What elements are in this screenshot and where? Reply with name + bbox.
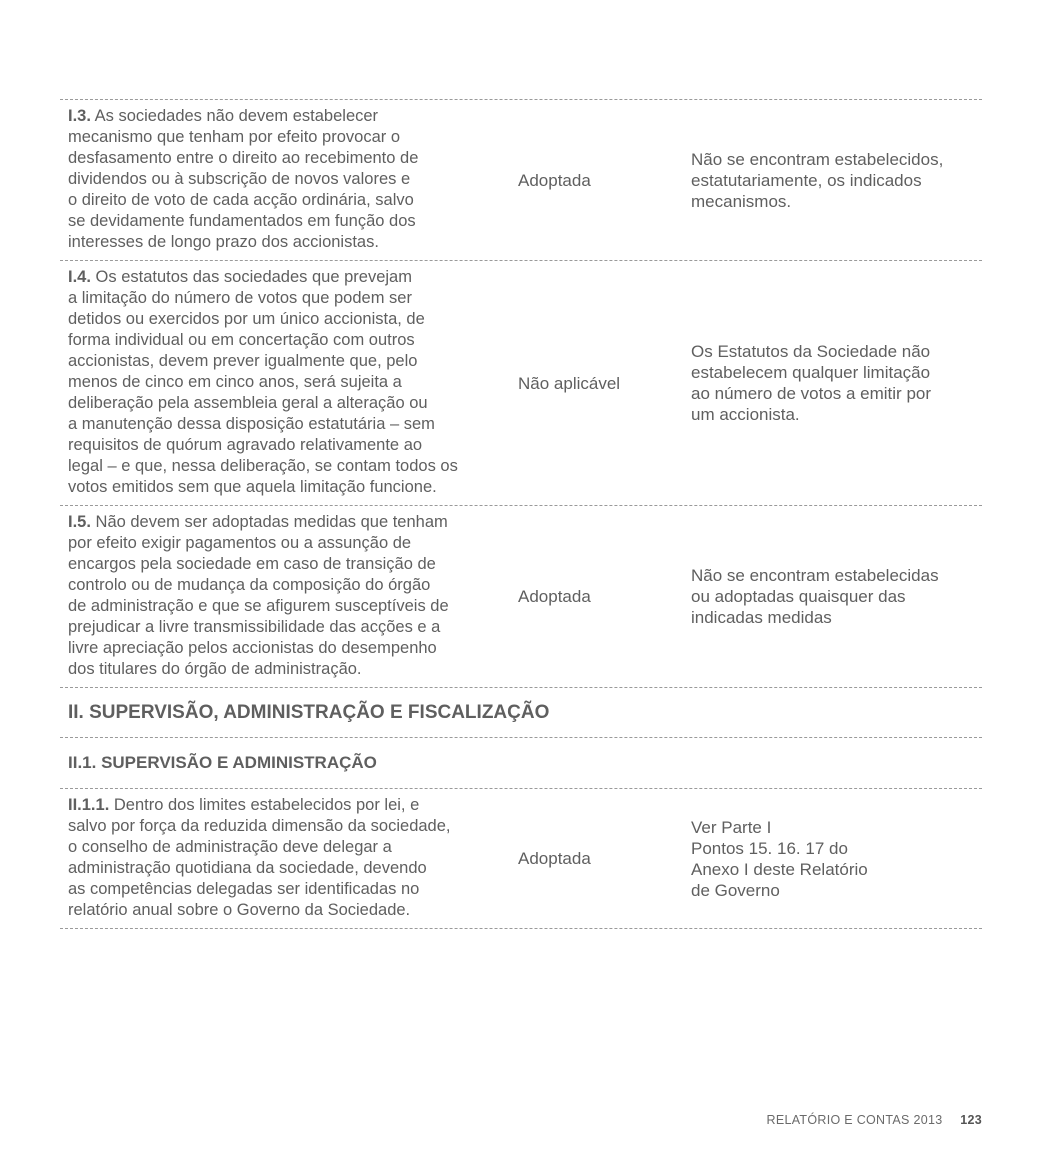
comment <box>691 817 981 901</box>
compliance-status: Adoptada <box>518 587 591 606</box>
compliance-status: Adoptada <box>518 170 591 190</box>
comment <box>691 565 981 628</box>
text-line: a limitação do número de votos que podem ser <box>68 289 412 307</box>
text-line: legal – e que, nessa deliberação, se contam todos os <box>68 457 458 475</box>
comment-line: de Governo <box>691 880 780 900</box>
page-footer <box>767 1113 983 1127</box>
comment-line: indicadas medidas <box>691 608 832 627</box>
comment <box>691 341 981 425</box>
comment-line: Os Estatutos da Sociedade não <box>691 342 931 361</box>
table-row <box>60 260 982 505</box>
text-line: administração quotidiana da sociedade, devendo <box>68 859 427 877</box>
table-row <box>60 99 982 260</box>
text-line: menos de cinco em cinco anos, será sujeita a <box>68 373 402 391</box>
comment-line: estatutariamente, os indicados <box>691 170 922 190</box>
governance-table <box>60 99 982 929</box>
text-line: forma individual ou em concertação com outros <box>68 331 415 349</box>
text-line <box>68 267 508 288</box>
report-year: 2013 <box>913 1113 943 1127</box>
text-line: requisitos de quórum agravado relativamente ao <box>68 436 423 454</box>
recommendation-ref: I.4. <box>68 268 91 286</box>
recommendation-ref: II.1.1. <box>68 796 110 814</box>
table-row <box>60 788 982 929</box>
recommendation-text <box>60 100 508 260</box>
text-line: o conselho de administração deve delegar a <box>68 838 392 856</box>
comment-line: ou adoptadas quaisquer das <box>691 587 906 606</box>
comment-line: um accionista. <box>691 405 800 424</box>
comment-line: Não se encontram estabelecidos, <box>691 149 944 169</box>
text-line <box>68 512 508 533</box>
text-line: desfasamento entre o direito ao recebimento de <box>68 149 419 167</box>
table-row <box>60 505 982 687</box>
comment-line: Pontos 15. 16. 17 do <box>691 838 848 858</box>
recommendation-text <box>60 789 508 928</box>
text-line <box>68 106 508 127</box>
comment-line: Anexo I deste Relatório <box>691 859 868 879</box>
recommendations-group-ii <box>60 788 982 929</box>
text-line: accionistas, devem prever igualmente que, pelo <box>68 352 418 370</box>
compliance-status: Adoptada <box>518 849 591 868</box>
recommendations-group-i <box>60 99 982 687</box>
recommendation-line: Dentro dos limites estabelecidos por lei, e <box>109 796 420 814</box>
text-line: deliberação pela assembleia geral a alteração ou <box>68 394 428 412</box>
text-line: votos emitidos sem que aquela limitação funcione. <box>68 478 437 496</box>
recommendation-text <box>60 261 508 505</box>
comment-line: Não se encontram estabelecidas <box>691 566 939 585</box>
text-line: se devidamente fundamentados em função dos <box>68 212 416 230</box>
comment <box>691 149 981 212</box>
comment-line: estabelecem qualquer limitação <box>691 363 931 382</box>
text-line: controlo ou de mudança da composição do órgão <box>68 576 431 594</box>
text-line: a manutenção dessa disposição estatutária – sem <box>68 415 435 433</box>
recommendation-ref: I.5. <box>68 513 91 531</box>
text-line: o direito de voto de cada acção ordinária, salvo <box>68 191 414 209</box>
text-line: as competências delegadas ser identificadas no <box>68 880 420 898</box>
text-line: relatório anual sobre o Governo da Sociedade. <box>68 901 411 919</box>
text-line: dividendos ou à subscrição de novos valores e <box>68 170 411 188</box>
text-line <box>68 795 508 816</box>
report-title: RELATÓRIO E CONTAS <box>766 1113 910 1127</box>
text-line: por efeito exigir pagamentos ou a assunção de <box>68 534 412 552</box>
recommendation-line: Os estatutos das sociedades que prevejam <box>90 268 412 286</box>
comment-line: mecanismos. <box>691 191 792 211</box>
subsection-heading: II.1. SUPERVISÃO E ADMINISTRAÇÃO <box>60 737 982 788</box>
text-line: encargos pela sociedade em caso de transição de <box>68 555 436 573</box>
text-line: mecanismo que tenham por efeito provocar o <box>68 128 401 146</box>
section-heading: II. SUPERVISÃO, ADMINISTRAÇÃO E FISCALIZAÇÃO <box>60 687 982 737</box>
recommendation-line: Não devem ser adoptadas medidas que tenham <box>90 513 448 531</box>
text-line: salvo por força da reduzida dimensão da sociedade, <box>68 817 451 835</box>
text-line: interesses de longo prazo dos accionistas. <box>68 233 379 251</box>
recommendation-ref: I.3. <box>68 107 91 125</box>
text-line: de administração e que se afigurem susceptíveis de <box>68 597 449 615</box>
compliance-status: Não aplicável <box>518 373 621 393</box>
comment-line: Ver Parte I <box>691 817 772 837</box>
recommendation-line: As sociedades não devem estabelecer <box>90 107 379 125</box>
comment-line: ao número de votos a emitir por <box>691 384 932 403</box>
text-line: detidos ou exercidos por um único accionista, de <box>68 310 425 328</box>
text-line: livre apreciação pelos accionistas do desempenho <box>68 639 437 657</box>
text-line: prejudicar a livre transmissibilidade das acções e a <box>68 618 441 636</box>
recommendation-text <box>60 506 508 687</box>
text-line: dos titulares do órgão de administração. <box>68 660 362 678</box>
page-number: 123 <box>960 1113 982 1127</box>
